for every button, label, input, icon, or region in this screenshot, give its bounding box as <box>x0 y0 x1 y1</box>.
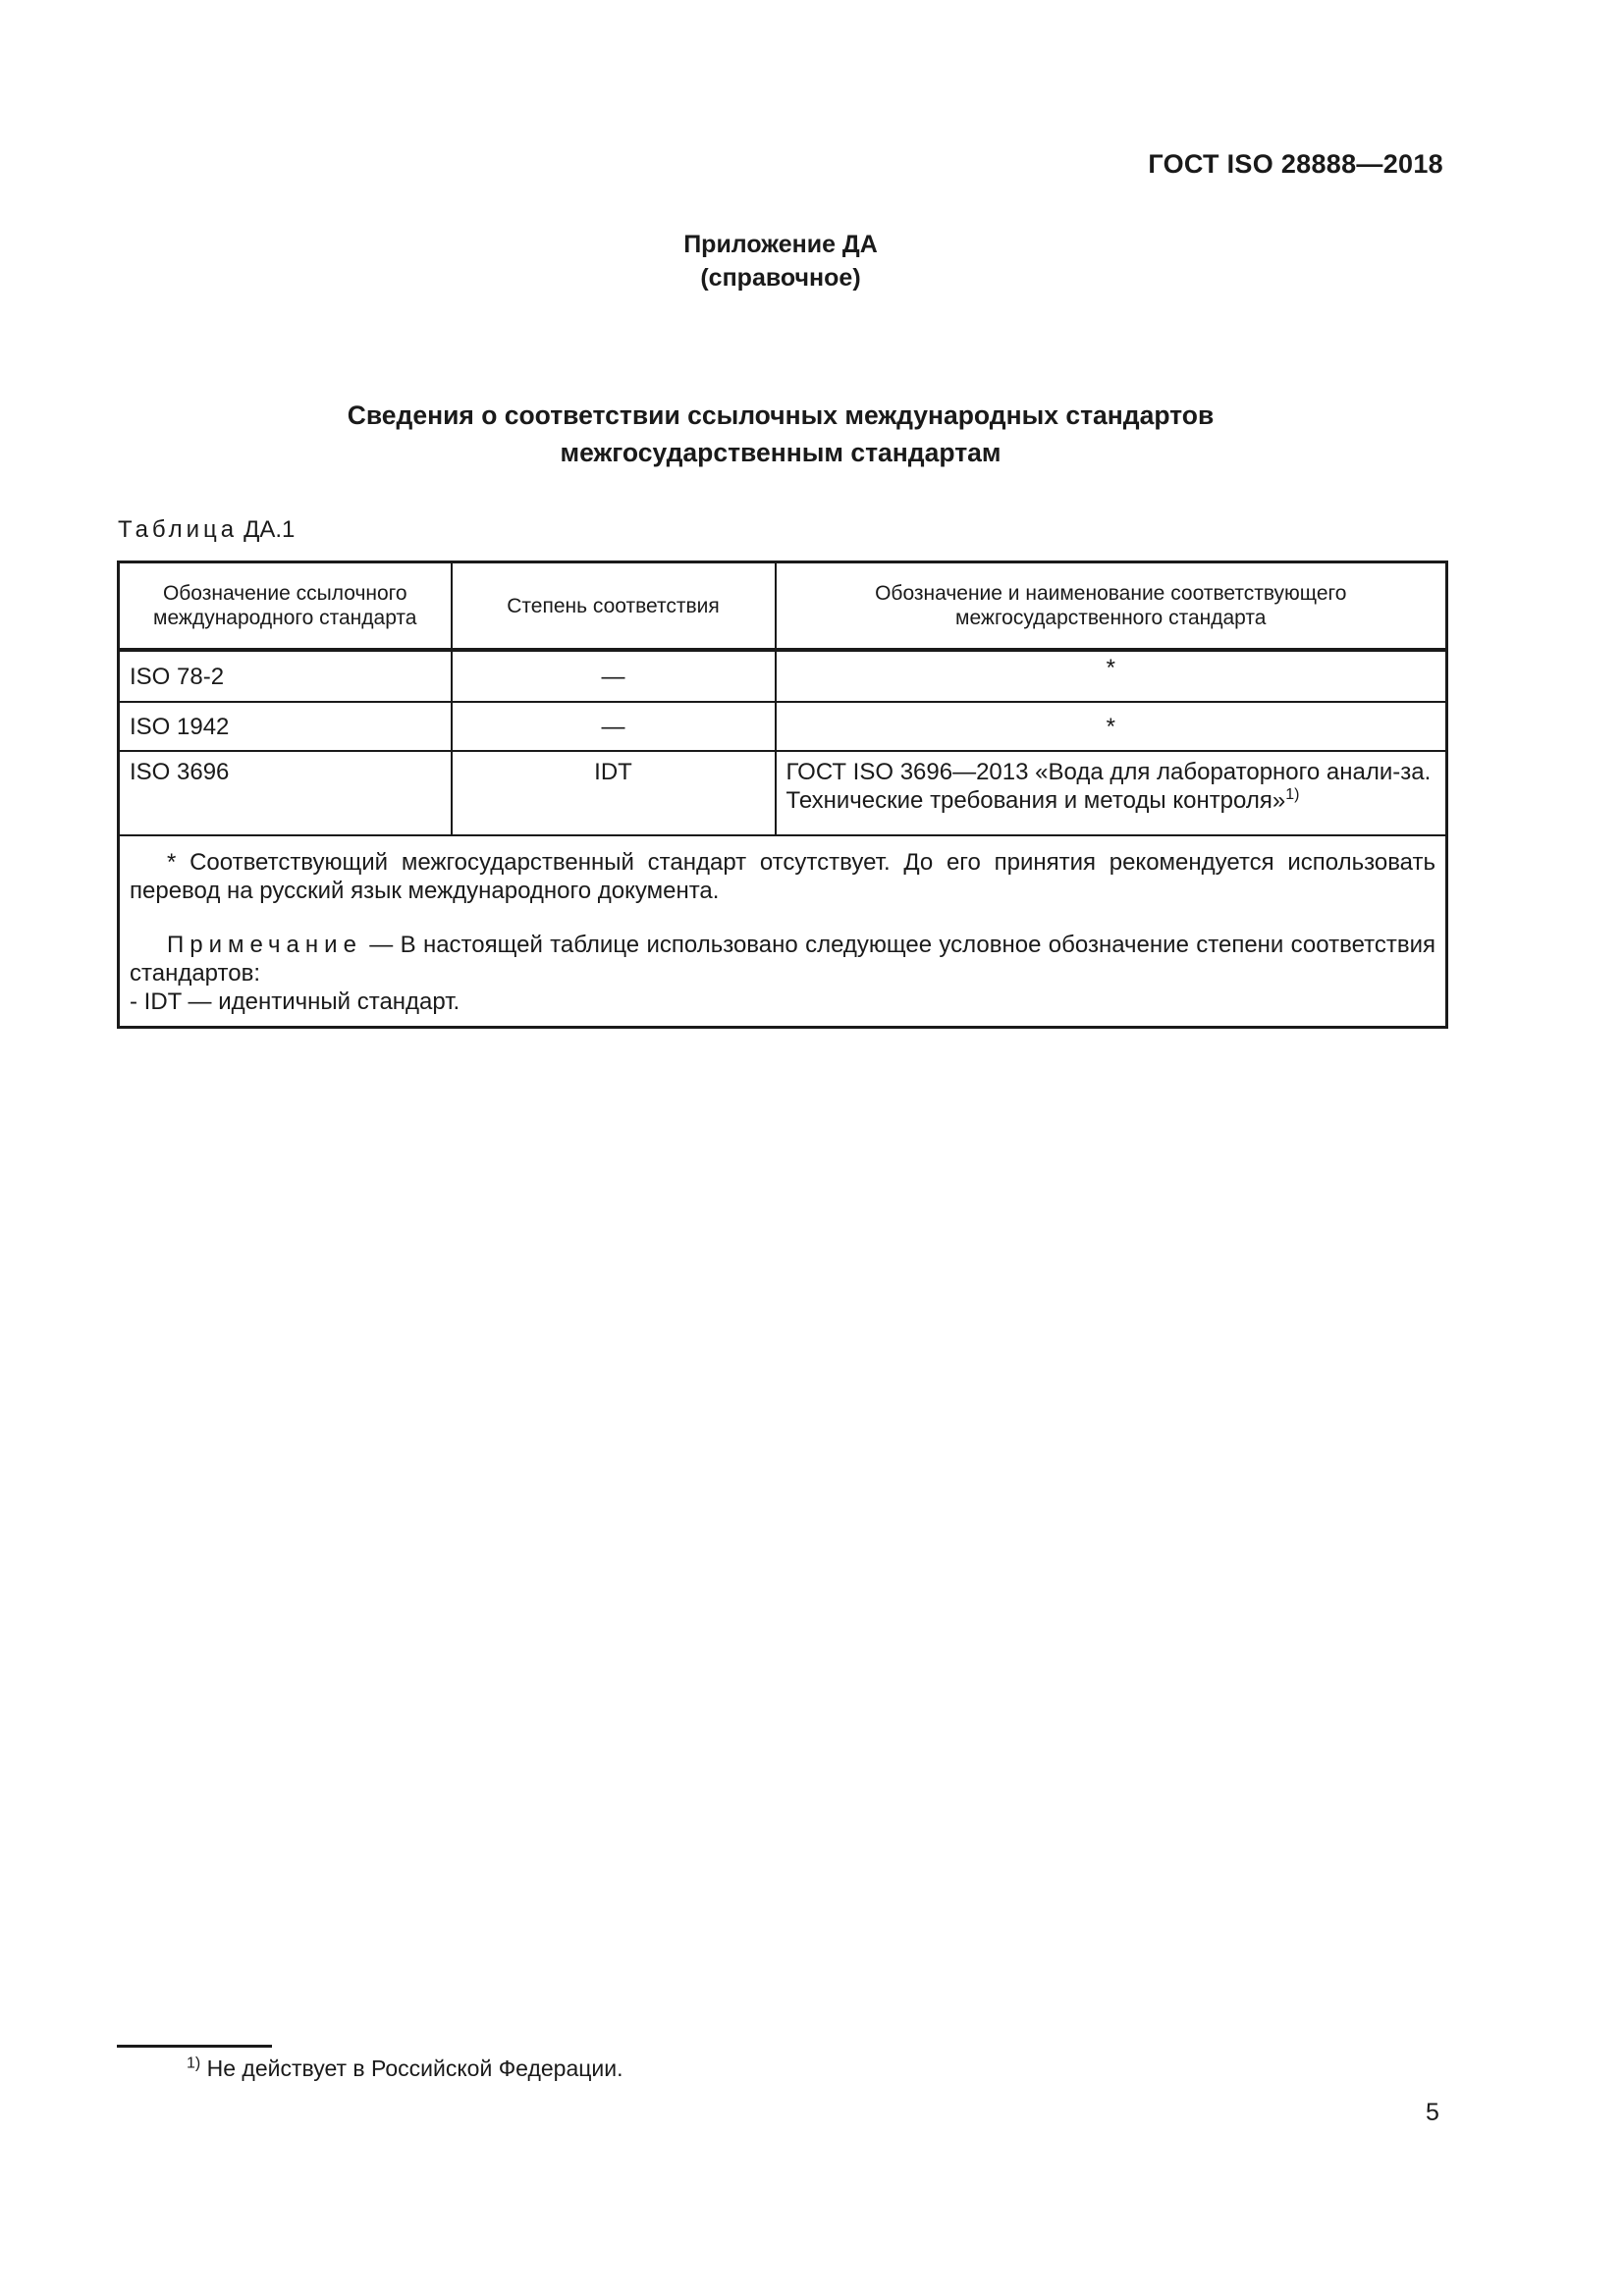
note-paragraph <box>130 931 1435 988</box>
table-row <box>119 650 1447 702</box>
cell-standard: * <box>776 650 1447 702</box>
appendix-title-block <box>0 228 1561 294</box>
cell-reference: ISO 1942 <box>119 702 452 751</box>
header-interstate-standard: Обозначение и наименование соответствующего межгосударственного стандарта <box>776 562 1447 651</box>
cell-degree: IDT <box>452 751 776 835</box>
table-label-word: Таблица <box>118 516 239 543</box>
header-degree: Степень соответствия <box>452 562 776 651</box>
page-number: 5 <box>1426 2099 1439 2126</box>
cell-reference: ISO 78-2 <box>119 650 452 702</box>
appendix-subtitle: (справочное) <box>700 264 861 292</box>
cell-degree: — <box>452 650 776 702</box>
note-text: — В настоящей таблице использовано следующее условное обозначение степени соответствия стандартов: <box>130 932 1435 987</box>
note-asterisk: * Соответствующий межгосударственный стандарт отсутствует. До его принятия рекомендуется использовать перевод на русский язык международного документа. <box>130 849 1435 904</box>
table-header-row <box>119 562 1447 651</box>
cell-degree: — <box>452 702 776 751</box>
section-heading-line-1: Сведения о соответствии ссылочных международных стандартов <box>347 400 1215 430</box>
footnote <box>187 2056 623 2082</box>
table-row <box>119 751 1447 835</box>
table-label-number: ДА.1 <box>244 516 296 543</box>
table-notes <box>119 835 1447 1028</box>
header-reference-standard: Обозначение ссылочного международного стандарта <box>119 562 452 651</box>
footnote-marker: 1) <box>187 2055 201 2072</box>
document-code: ГОСТ ISO 28888—2018 <box>1148 149 1443 179</box>
note-item: - IDT — идентичный стандарт. <box>130 988 460 1015</box>
appendix-title: Приложение ДА <box>683 231 878 258</box>
cell-standard-text: ГОСТ ISO 3696—2013 «Вода для лабораторного анали-за. Технические требования и методы контроля» <box>785 759 1432 814</box>
note-label: Примечание <box>167 932 362 958</box>
footnote-text: Не действует в Российской Федерации. <box>206 2056 623 2081</box>
section-heading <box>0 397 1561 471</box>
section-heading-line-2: межгосударственным стандартам <box>560 438 1001 467</box>
table-label <box>118 516 295 544</box>
table-row <box>119 702 1447 751</box>
table-notes-row <box>119 835 1447 1028</box>
cell-standard: * <box>776 702 1447 751</box>
cell-standard <box>776 751 1447 835</box>
correspondence-table <box>117 561 1448 1029</box>
footnote-divider <box>117 2045 272 2048</box>
cell-reference: ISO 3696 <box>119 751 452 835</box>
footnote-reference: 1) <box>1285 786 1300 803</box>
